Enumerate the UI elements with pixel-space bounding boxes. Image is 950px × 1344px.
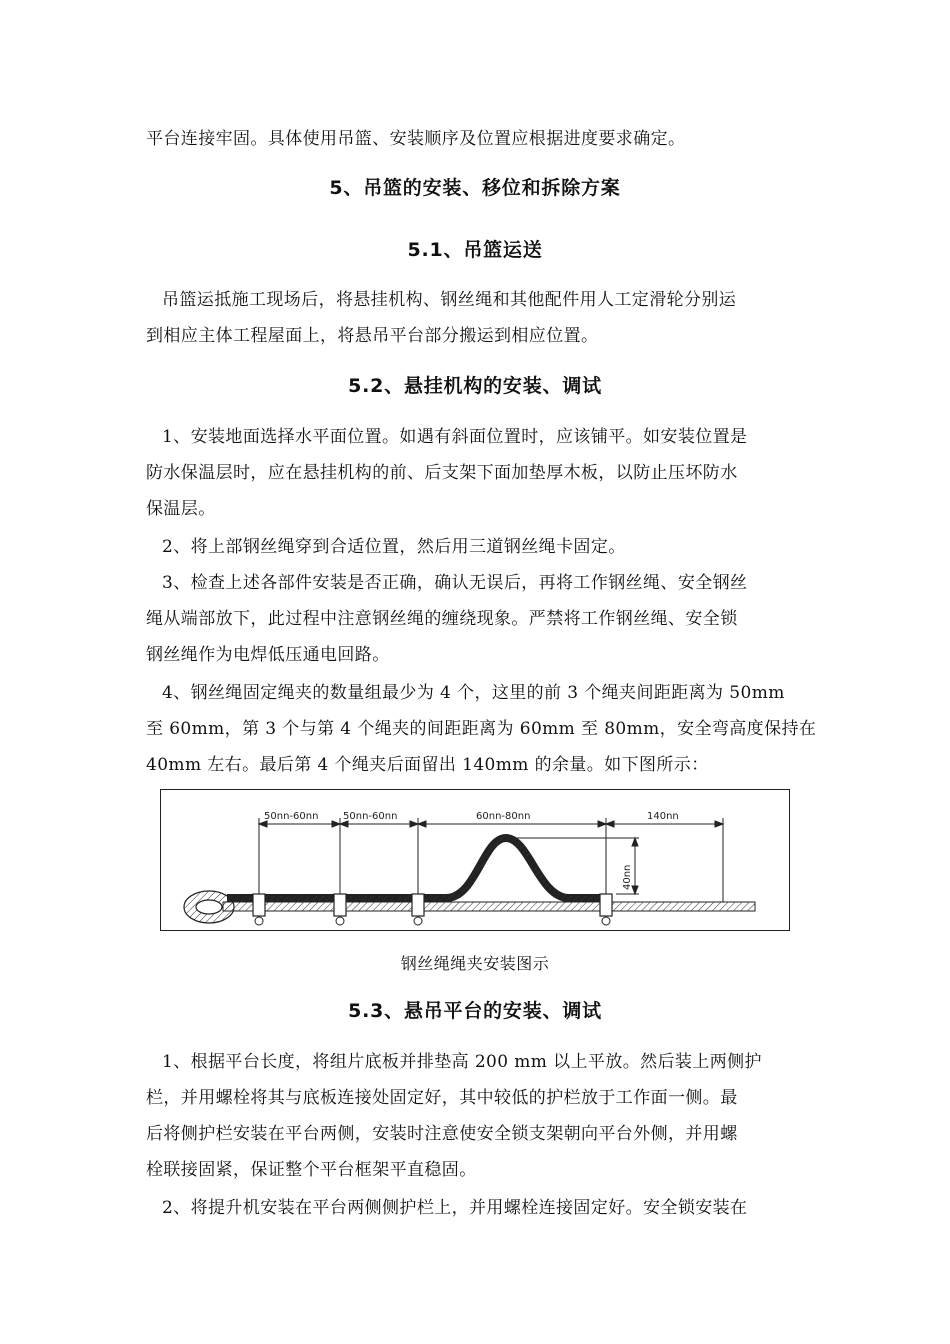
dim-label-2: 50nn-60nn xyxy=(343,811,398,822)
dimension-lines xyxy=(259,821,723,894)
dim-label-vertical: 40nn xyxy=(622,864,633,890)
figure-caption: 钢丝绳绳夹安装图示 xyxy=(400,954,550,973)
paragraph-line: 1、安装地面选择水平面位置。如遇有斜面位置时，应该铺平。如安装位置是 xyxy=(162,427,748,447)
dim-label-4: 140nn xyxy=(647,811,679,822)
paragraph-line: 1、根据平台长度，将组片底板并排垫高 200 mm 以上平放。然后装上两侧护 xyxy=(162,1052,762,1072)
paragraph-line: 保温层。 xyxy=(146,499,216,519)
paragraph-line: 40mm 左右。最后第 4 个绳夹后面留出 140mm 的余量。如下图所示： xyxy=(146,755,709,775)
paragraph-line: 钢丝绳作为电焊低压通电回路。 xyxy=(146,645,390,665)
paragraph-line: 到相应主体工程屋面上，将悬吊平台部分搬运到相应位置。 xyxy=(146,326,599,346)
paragraph-line: 4、钢丝绳固定绳夹的数量组最少为 4 个，这里的前 3 个绳夹间距距离为 50mm xyxy=(162,683,785,703)
wire-rope-clamp-diagram xyxy=(160,789,790,931)
paragraph-line: 3、检查上述各部件安装是否正确，确认无误后，再将工作钢丝绳、安全钢丝 xyxy=(162,573,748,593)
paragraph-line: 防水保温层时，应在悬挂机构的前、后支架下面加垫厚木板，以防止压坏防水 xyxy=(146,463,738,483)
rope-base xyxy=(223,902,755,911)
clamp-1 xyxy=(253,894,265,925)
clamp-2 xyxy=(334,894,346,925)
paragraph-line: 绳从端部放下，此过程中注意钢丝绳的缠绕现象。严禁将工作钢丝绳、安全锁 xyxy=(146,609,738,629)
dim-label-3: 60nn-80nn xyxy=(476,811,531,822)
paragraph-line: 后将侧护栏安装在平台两侧，安装时注意使安全锁支架朝向平台外侧，并用螺 xyxy=(146,1124,738,1144)
extension-lines xyxy=(259,818,723,902)
dim-label-1: 50nn-60nn xyxy=(264,811,319,822)
section-heading-5-3: 5.3、悬吊平台的安装、调试 xyxy=(348,1000,602,1022)
clamp-4 xyxy=(600,894,612,925)
paragraph-line: 平台连接牢固。具体使用吊篮、安装顺序及位置应根据进度要求确定。 xyxy=(146,129,686,149)
paragraph-line: 栏，并用螺栓将其与底板连接处固定好，其中较低的护栏放于工作面一侧。最 xyxy=(146,1088,738,1108)
paragraph-line: 2、将提升机安装在平台两侧侧护栏上，并用螺栓连接固定好。安全锁安装在 xyxy=(162,1198,748,1218)
section-heading-5-1: 5.1、吊篮运送 xyxy=(407,239,543,261)
thimble-hole xyxy=(196,900,222,914)
section-heading-5: 5、吊篮的安装、移位和拆除方案 xyxy=(329,177,621,199)
section-heading-5-2: 5.2、悬挂机构的安装、调试 xyxy=(348,375,602,397)
paragraph-line: 栓联接固紧，保证整个平台框架平直稳固。 xyxy=(146,1160,477,1180)
paragraph-line: 至 60mm，第 3 个与第 4 个绳夹的间距距离为 60mm 至 80mm，安全弯高度保持在 xyxy=(146,719,817,739)
paragraph-line: 2、将上部钢丝绳穿到合适位置，然后用三道钢丝绳卡固定。 xyxy=(162,537,626,557)
rope-tail xyxy=(227,838,611,898)
paragraph-line: 吊篮运抵施工现场后，将悬挂机构、钢丝绳和其他配件用人工定滑轮分别运 xyxy=(162,290,737,310)
clamp-3 xyxy=(412,894,424,925)
diagram-svg xyxy=(161,790,788,929)
